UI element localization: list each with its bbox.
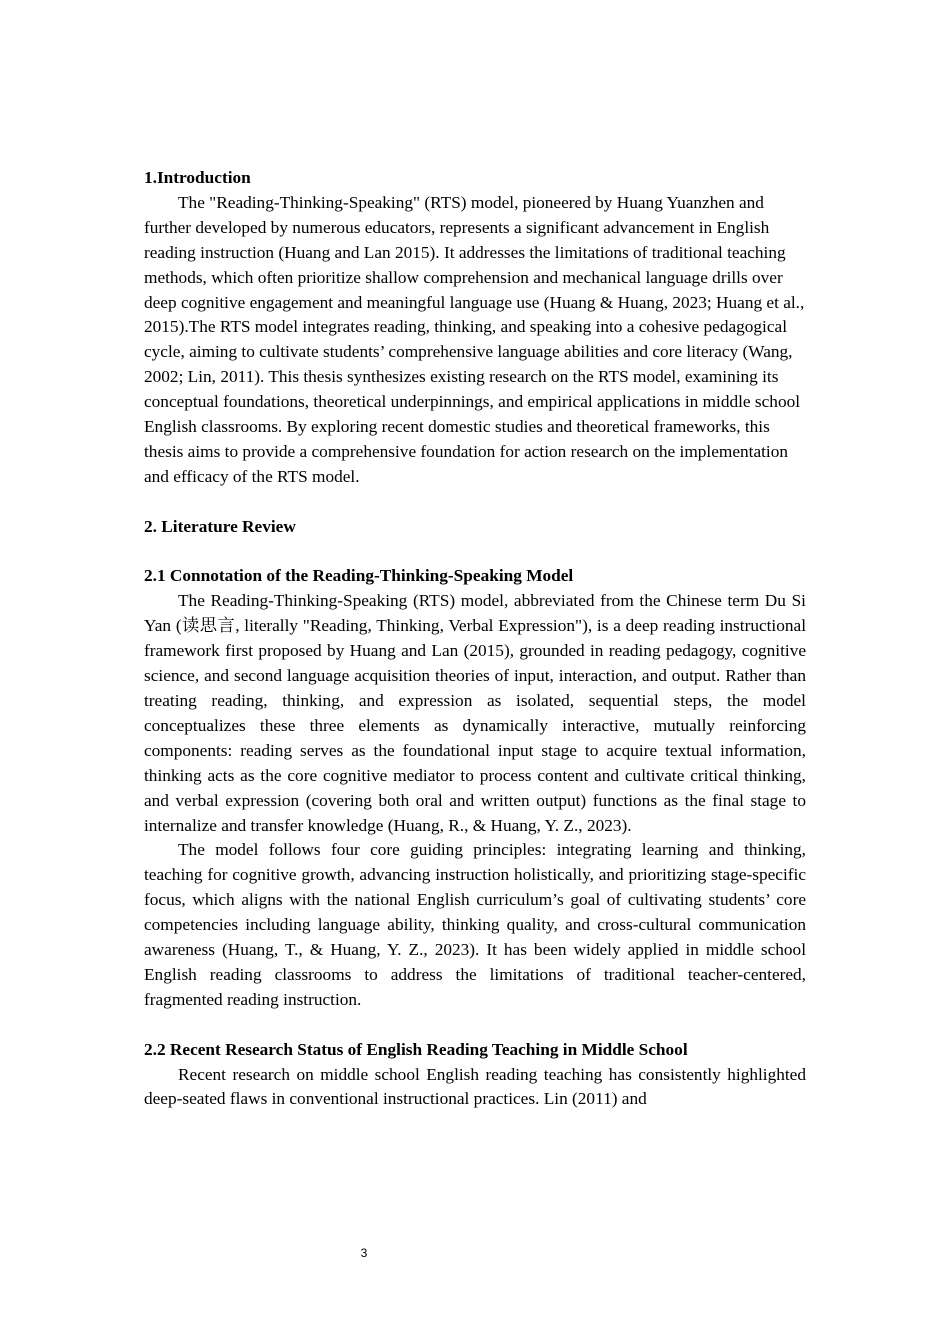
introduction-paragraph: The "Reading-Thinking-Speaking" (RTS) model, pioneered by Huang Yuanzhen and further developed by numerous educators, represents a significant advancement in English reading instruction (Huang and Lan 2015). It addresses the limitations of traditional teaching methods, which often prioritize shallow comprehension and mechanical language drills over deep cognitive engagement and meaningful language use (Huang & Huang, 2023; Huang et al., 2015).The RTS model integrates reading, thinking, and speaking into a cohesive pedagogical cycle, aiming to cultivate students’ comprehensive language abilities and core literacy (Wang, 2002; Lin, 2011). This thesis synthesizes existing research on the RTS model, examining its conceptual foundations, theoretical underpinnings, and empirical applications in middle school English classrooms. By exploring recent domestic studies and theoretical frameworks, this thesis aims to provide a comprehensive foundation for action research on the implementation and efficacy of the RTS model. <box>144 192 805 486</box>
document-body <box>144 166 806 1112</box>
literature-review-heading: 2. Literature Review <box>144 516 296 536</box>
connotation-heading: 2.1 Connotation of the Reading-Thinking-Speaking Model <box>144 566 574 586</box>
connotation-paragraph-2: The model follows four core guiding principles: integrating learning and thinking, teaching for cognitive growth, advancing instruction holistically, and prioritizing stage-specific focus, which aligns with the national English curriculum’s goal of cultivating students’ core competencies including language ability, thinking quality, and cross-cultural communication awareness (Huang, T., & Huang, Y. Z., 2023). It has been widely applied in middle school English reading classrooms to address the limitations of traditional teacher-centered, fragmented reading instruction. <box>144 840 806 1009</box>
introduction-heading: 1.Introduction <box>144 168 251 187</box>
recent-research-heading: 2.2 Recent Research Status of English Reading Teaching in Middle School <box>144 1039 688 1059</box>
connotation-paragraph-1: The Reading-Thinking-Speaking (RTS) model, abbreviated from the Chinese term Du Si Yan (读思言, literally "Reading, Thinking, Verbal Expression"), is a deep reading instructional framework first proposed by Huang and Lan (2015), grounded in reading pedagogy, cognitive science, and second language acquisition theories of input, interaction, and output. Rather than treating reading, thinking, and expression as isolated, sequential steps, the model conceptualizes these three elements as dynamically interactive, mutually reinforcing components: reading serves as the foundational input stage to acquire textual information, thinking acts as the core cognitive mediator to process content and cultivate critical thinking, and verbal expression (covering both oral and written output) functions as the final stage to internalize and transfer knowledge (Huang, R., & Huang, Y. Z., 2023). <box>144 591 806 835</box>
page-number: 3 <box>360 1246 368 1260</box>
section-spacer <box>144 1013 806 1038</box>
section-spacer <box>144 490 806 515</box>
recent-research-paragraph: Recent research on middle school English reading teaching has consistently highlighted deep-seated flaws in conventional instructional practices. Lin (2011) and <box>144 1064 806 1109</box>
section-spacer <box>144 540 806 565</box>
